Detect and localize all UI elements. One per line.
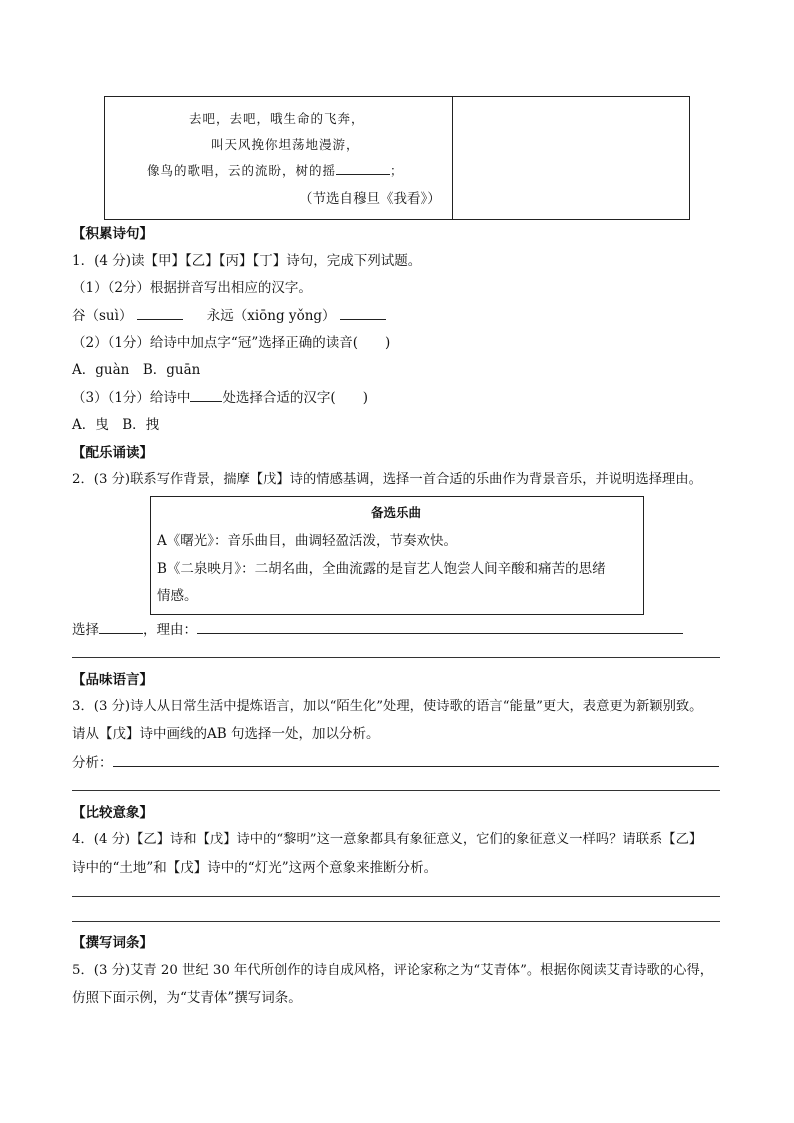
sub-3-blank <box>190 389 222 402</box>
question-4-line-2: 诗中的“土地”和【戊】诗中的“灯光”这两个意象来推断分析。 <box>72 860 438 876</box>
answer-blank-2[interactable] <box>340 307 386 320</box>
analysis-row <box>72 751 719 771</box>
poem-blank[interactable] <box>336 162 390 175</box>
music-option-a: A《曙光》：音乐曲目，曲调轻盈活泼，节奏欢快。 <box>157 533 457 549</box>
answer-line-3[interactable] <box>72 790 720 791</box>
poem-source: （节选自穆旦《我看》） <box>299 191 441 207</box>
question-2: 2．(3 分)联系写作背景，揣摩【戊】诗的情感基调，选择一首合适的乐曲作为背景音乐，并说明选择理由。 <box>72 472 702 487</box>
reason-label: ，理由： <box>143 622 197 638</box>
reason-blank[interactable] <box>197 621 683 634</box>
question-1: 1．(4 分)读【甲】【乙】【丙】【丁】诗句，完成下列试题。 <box>72 253 422 269</box>
pinyin-item-1: 谷（suì） <box>72 308 133 324</box>
question-1-sub-3-prefix: （3）（1分）给诗中 <box>72 390 191 406</box>
question-5-line-2: 仿照下面示例，为“艾青体”撰写词条。 <box>72 990 302 1006</box>
poem-line-3 <box>147 161 404 179</box>
poem-line-3-end: ； <box>390 163 404 178</box>
question-1-sub-1: （1）（2分）根据拼音写出相应的汉字。 <box>72 280 312 296</box>
poem-line-1: 去吧，去吧，哦生命的飞奔， <box>189 111 365 126</box>
question-4-line-1: 4．(4 分)【乙】诗和【戊】诗中的“黎明”这一意象都具有象征意义，它们的象征意义一样吗？请联系【乙】 <box>72 832 703 847</box>
question-3-line-1: 3．(3 分)诗人从日常生活中提炼语言，加以“陌生化”处理，使诗歌的语言“能量”更大，表意更为新颖别致。 <box>72 699 703 714</box>
section-heading-imagery: 【比较意象】 <box>72 805 153 821</box>
analysis-label: 分析： <box>72 755 113 771</box>
pinyin-row <box>72 304 386 324</box>
music-options-box <box>150 496 644 615</box>
answer-line-4a[interactable] <box>72 896 720 897</box>
analysis-blank[interactable] <box>113 754 719 767</box>
choose-blank[interactable] <box>99 621 143 634</box>
section-heading-music: 【配乐诵读】 <box>72 445 153 461</box>
question-1-sub-3-suffix: 处选择合适的汉字( ) <box>222 390 368 406</box>
question-1-sub-2-options: A．guàn B．guān <box>72 362 201 378</box>
answer-row-2 <box>72 618 683 638</box>
section-heading-accumulate: 【积累诗句】 <box>72 226 153 242</box>
section-heading-entry: 【撰写词条】 <box>72 935 153 951</box>
poem-line-2: 叫天风挽你坦荡地漫游， <box>211 137 360 152</box>
answer-blank-1[interactable] <box>137 307 183 320</box>
poem-line-3-text: 像鸟的歌唱，云的流盼，树的摇 <box>147 163 337 178</box>
question-5-line-1: 5．(3 分)艾青 20 世纪 30 年代所创作的诗自成风格，评论家称之为“艾青体”。根据你阅读艾青诗歌的心得， <box>72 963 714 978</box>
pinyin-item-2: 永远（xiōng yǒng） <box>206 308 336 324</box>
question-1-sub-2: （2）（1分）给诗中加点字“冠”选择正确的读音( ) <box>72 335 391 351</box>
question-3-line-2: 请从【戊】诗中画线的AB 句选择一处，加以分析。 <box>72 726 380 742</box>
poem-table <box>104 96 690 220</box>
music-option-b-line-2: 情感。 <box>157 588 198 604</box>
question-1-sub-3-options: A．曳 B．拽 <box>72 417 160 433</box>
table-divider <box>452 97 453 219</box>
answer-line-4b[interactable] <box>72 921 720 922</box>
answer-line-2[interactable] <box>72 657 720 658</box>
choose-label: 选择 <box>72 622 99 638</box>
music-box-title: 备选乐曲 <box>371 505 422 520</box>
music-option-b-line-1: B《二泉映月》：二胡名曲，全曲流露的是盲艺人饱尝人间辛酸和痛苦的思绪 <box>157 561 606 577</box>
section-heading-language: 【品味语言】 <box>72 672 153 688</box>
question-1-sub-3 <box>72 386 368 406</box>
